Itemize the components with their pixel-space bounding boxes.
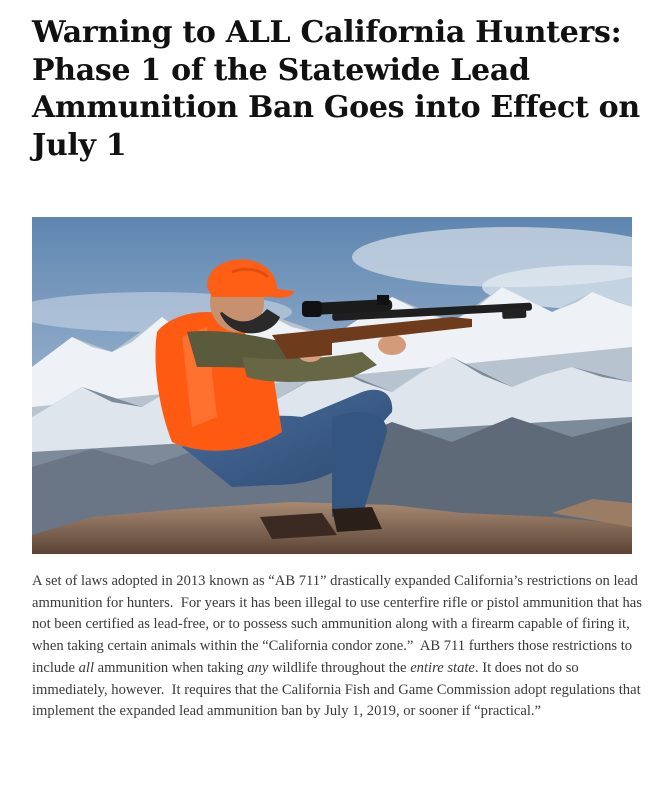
hunter-aiming-rifle-icon <box>32 217 632 554</box>
body-text-segment: ammunition when taking <box>94 659 248 676</box>
body-emphasis-all: all <box>78 659 95 676</box>
body-emphasis-entire-state: entire state <box>410 659 475 676</box>
body-text-segment: A set of laws adopted in 2013 known as “AB 711” drastically expanded California’s restrictions on lead ammunition for hunters. For years it has been illegal to use centerfire rifle or pistol ammunition that has not been certified as lead-free, or to possess such ammunition along with a firearm capable of firing it, when taking certain animals within the “California condor zone.” AB 711 furthers those restrictions to include <box>32 573 642 676</box>
article-headline: Warning to ALL California Hunters: Phase 1 of the Statewide Lead Ammunition Ban Goes into Effect on July 1 <box>32 15 640 163</box>
body-emphasis-any: any <box>247 659 269 676</box>
article-body-paragraph <box>32 571 644 723</box>
hero-image <box>32 217 632 554</box>
body-text-segment: wildlife throughout the <box>268 659 411 676</box>
body-text-segment: . It does not do so immediately, however. It requires that the California Fish and Game Commission adopt regulations that implement the expanded lead ammunition ban by July 1, 2019, or sooner if “practical.” <box>32 659 641 720</box>
